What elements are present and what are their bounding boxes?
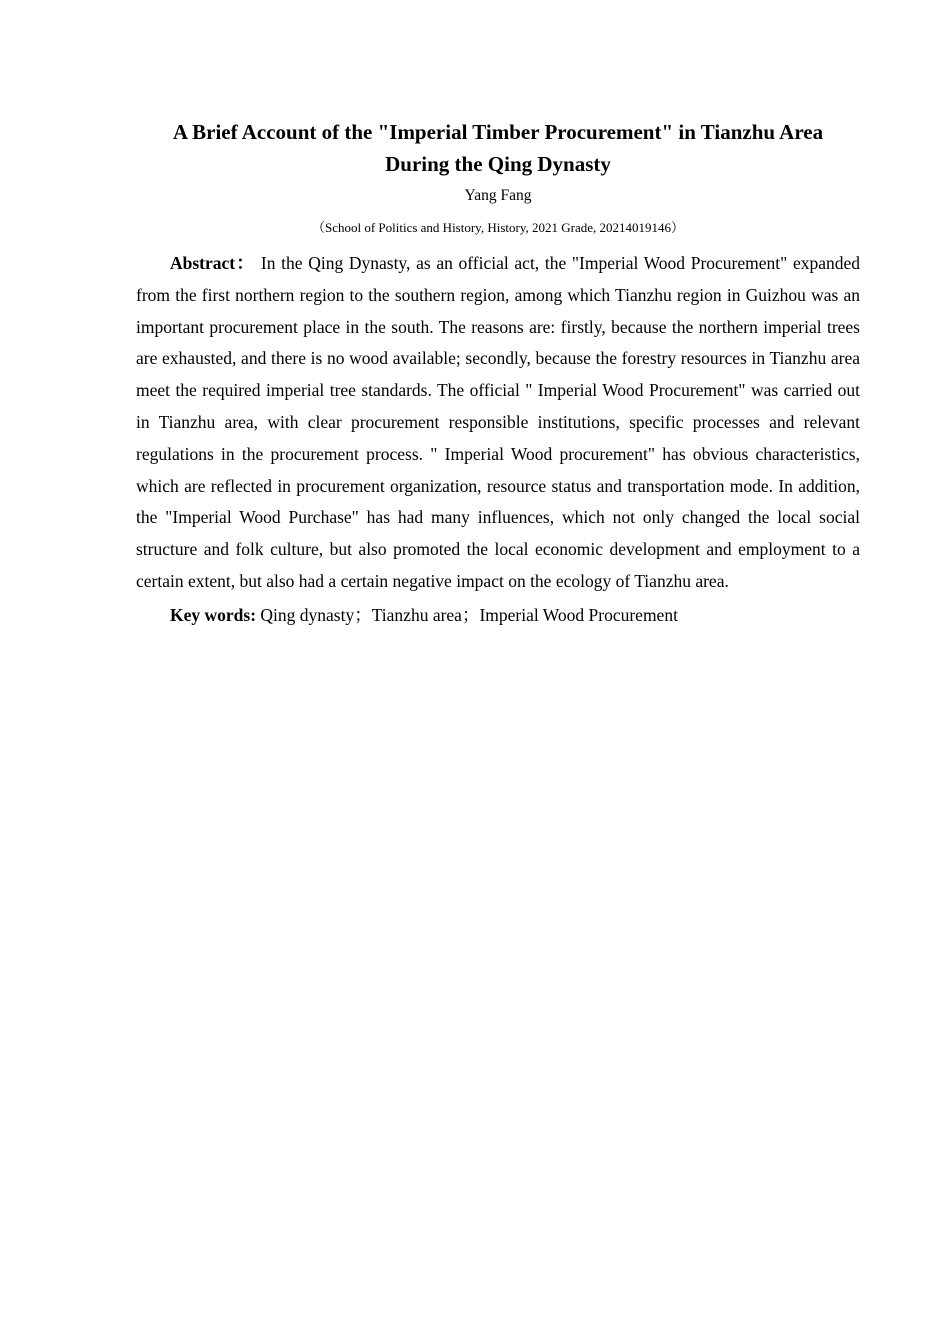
- author-affiliation: （School of Politics and History, History, 2021 Grade, 20214019146）: [311, 220, 685, 235]
- abstract-text: In the Qing Dynasty, as an official act, the "Imperial Wood Procurement" expanded from the first northern region to the southern region, among which Tianzhu region in Guizhou was an important procurement place in the south. The reasons are: firstly, because the northern imperial trees are exhausted, and there is no wood available; secondly, because the forestry resources in Tianzhu area meet the required imperial tree standards. The official " Imperial Wood Procurement" was carried out in Tianzhu area, with clear procurement responsible institutions, specific processes and relevant regulations in the procurement process. " Imperial Wood procurement" has obvious characteristics, which are reflected in procurement organization, resource status and transportation mode. In addition, the "Imperial Wood Purchase" has had many influences, which not only changed the local social structure and folk culture, but also promoted the local economic development and employment to a certain extent, but also had a certain negative impact on the ecology of Tianzhu area.: [136, 253, 860, 591]
- keywords-text: Qing dynasty；Tianzhu area；Imperial Wood Procurement: [256, 604, 678, 625]
- title-line-1: A Brief Account of the "Imperial Timber Procurement" in Tianzhu Area: [172, 120, 824, 144]
- abstract-paragraph: [136, 248, 860, 598]
- paper-title: [136, 116, 860, 180]
- abstract-label: Abstract：: [170, 253, 256, 273]
- document-page: [136, 116, 860, 632]
- title-line-2: During the Qing Dynasty: [385, 152, 611, 176]
- keywords-label: Key words:: [170, 604, 257, 625]
- keywords-paragraph: [136, 600, 860, 632]
- author-name: Yang Fang: [464, 187, 532, 204]
